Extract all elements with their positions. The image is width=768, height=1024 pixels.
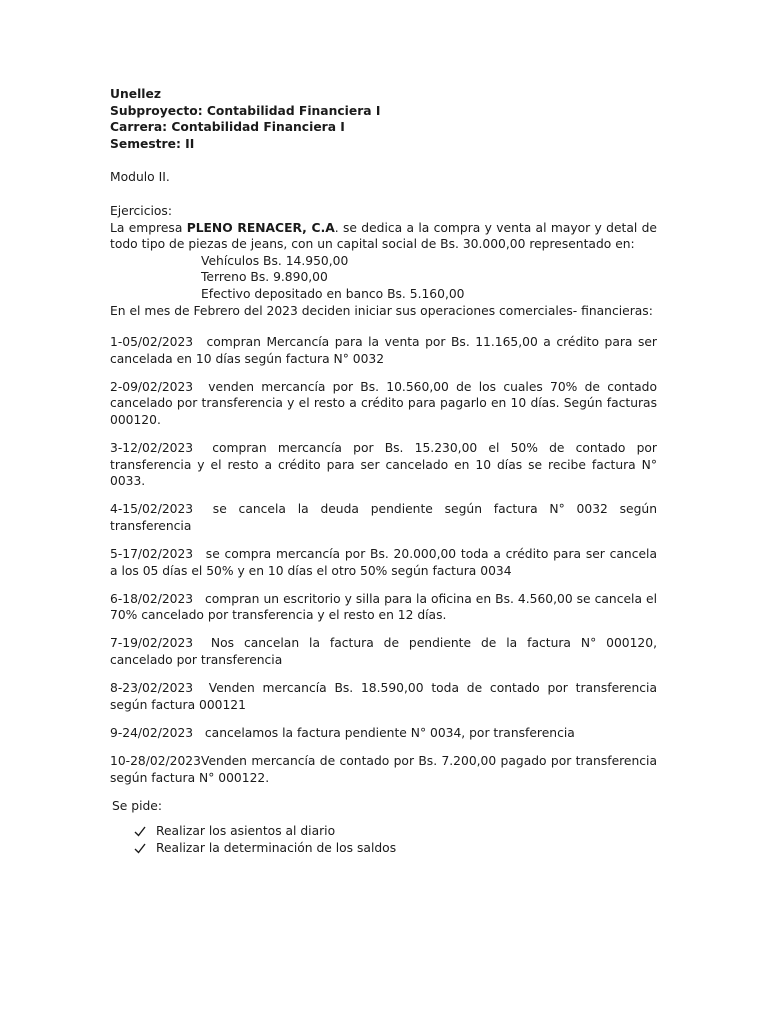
requirement-item: [110, 823, 657, 840]
operation-code: 7-19/02/2023: [110, 636, 194, 651]
operation-text: se compra mercancía por Bs. 20.000,00 toda a crédito para ser cancela a los 05 días el 50% y en 10 días el otro 50% según factura 0034: [110, 547, 657, 578]
operation-code: 5-17/02/2023: [110, 547, 194, 562]
requirement-item: [110, 840, 657, 857]
operation-text: Nos cancelan la factura de pendiente de la factura N° 000120, cancelado por transferencia: [110, 636, 657, 668]
operation-text: Venden mercancía Bs. 18.590,00 toda de contado por transferencia según factura 000121: [110, 681, 657, 712]
operation-code: 6-18/02/2023: [110, 591, 194, 606]
operation-code: 10-28/02/2023: [110, 753, 201, 768]
operation-code: 9-24/02/2023: [110, 725, 194, 740]
operation-item: [110, 379, 657, 429]
semester-line: Semestre: II: [110, 136, 195, 151]
requirements-list: [110, 823, 657, 856]
operation-text: compran mercancía por Bs. 15.230,00 el 50% de contado por transferencia y el resto a crédito para ser cancelado en 10 días se recibe factura N° 0033.: [110, 441, 657, 489]
operation-item: [110, 440, 657, 490]
operation-item: [110, 753, 657, 786]
checkmark-icon: [134, 826, 146, 837]
checkmark-icon: [134, 843, 146, 854]
operation-text: compran Mercancía para la venta por Bs. 11.165,00 a crédito para ser cancelada en 10 días según factura N° 0032: [110, 335, 657, 366]
operation-item: [110, 680, 657, 713]
capital-item-vehicles: Vehículos Bs. 14.950,00: [201, 253, 349, 268]
intro-paragraph: [110, 220, 657, 253]
intro-suffix: . se dedica a la compra y venta al mayor y detal de todo tipo de piezas de jeans, con un capital social de Bs. 30.000,00 representado en:: [110, 220, 657, 252]
requirement-text: Realizar los asientos al diario: [156, 824, 336, 839]
subproject-line: Subproyecto: Contabilidad Financiera I: [110, 103, 381, 118]
operation-code: 1-05/02/2023: [110, 335, 194, 350]
intro-prefix: La empresa: [110, 220, 187, 235]
operation-text: venden mercancía por Bs. 10.560,00 de los cuales 70% de contado cancelado por transferencia y el resto a crédito para pagarlo en 10 días. Según facturas 000120.: [110, 379, 657, 427]
operation-text: Venden mercancía de contado por Bs. 7.200,00 pagado por transferencia según factura N° 000122.: [110, 753, 657, 785]
operation-item: [110, 725, 657, 742]
document-page: [110, 86, 657, 856]
operation-item: [110, 501, 657, 534]
module-title: Modulo II.: [110, 170, 170, 185]
operation-text: cancelamos la factura pendiente N° 0034, por transferencia: [204, 725, 575, 740]
operations-intro: En el mes de Febrero del 2023 deciden iniciar sus operaciones comerciales- financieras:: [110, 303, 653, 318]
company-name: PLENO RENACER, C.A: [186, 220, 335, 235]
capital-item-land: Terreno Bs. 9.890,00: [201, 270, 328, 285]
requirements-label: Se pide:: [112, 798, 163, 813]
operation-item: [110, 635, 657, 668]
career-line: Carrera: Contabilidad Financiera I: [110, 120, 345, 135]
operation-text: compran un escritorio y silla para la oficina en Bs. 4.560,00 se cancela el 70% cancelado por transferencia y el resto en 12 días.: [110, 591, 657, 623]
operation-text: se cancela la deuda pendiente según factura N° 0032 según transferencia: [110, 502, 657, 533]
operation-item: [110, 334, 657, 367]
operation-code: 2-09/02/2023: [110, 379, 194, 394]
operation-item: [110, 591, 657, 624]
exercises-label: Ejercicios:: [110, 203, 172, 218]
requirement-text: Realizar la determinación de los saldos: [156, 840, 397, 855]
operation-code: 4-15/02/2023: [110, 502, 194, 517]
operation-code: 3-12/02/2023: [110, 441, 194, 456]
operations-list: [110, 334, 657, 786]
operation-code: 8-23/02/2023: [110, 681, 194, 696]
operation-item: [110, 546, 657, 579]
institution-name: Unellez: [110, 87, 162, 101]
capital-item-cash: Efectivo depositado en banco Bs. 5.160,00: [201, 286, 465, 301]
